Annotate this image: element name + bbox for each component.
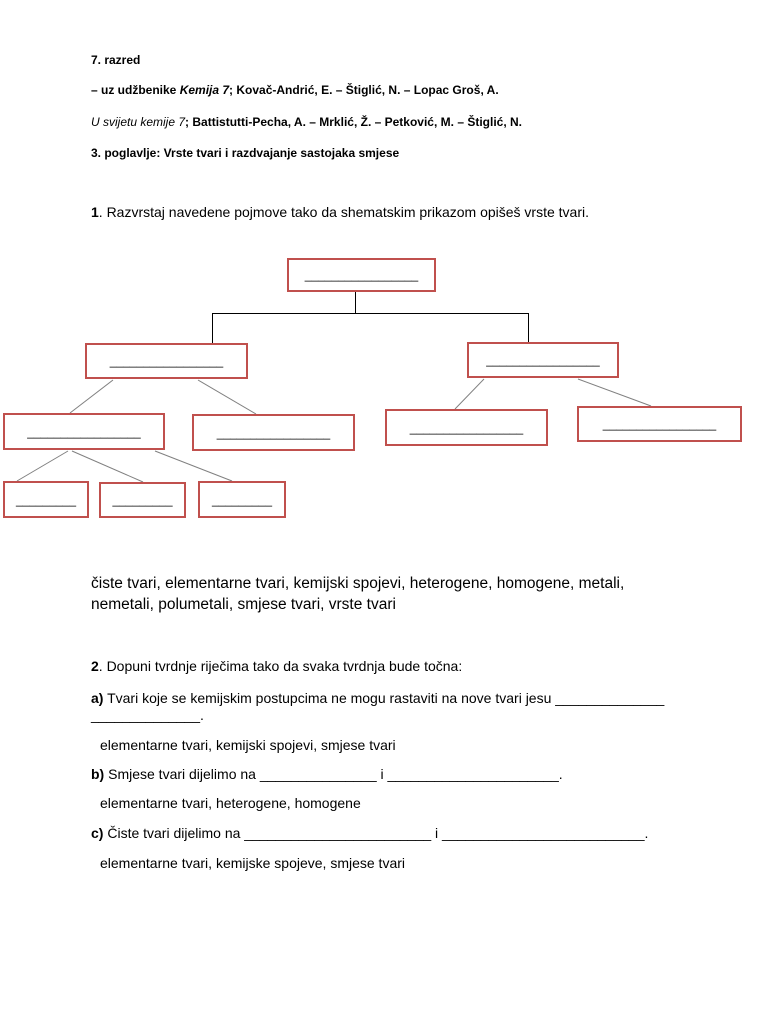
statement-options: elementarne tvari, kemijski spojevi, smjese tvari [100, 737, 396, 753]
textbook-1-title: Kemija 7 [179, 83, 230, 97]
chapter-title: 3. poglavlje: Vrste tvari i razdvajanje sastojaka smjese [91, 146, 400, 160]
diagram-box-level-4-b [99, 482, 186, 518]
diagram-box-root [287, 258, 436, 292]
textbook-2-authors: ; Battistutti-Pecha, A. – Mrklić, Ž. – Petković, M. – Štiglić, N. [185, 115, 522, 129]
textbook-line-1 [91, 84, 499, 96]
statement-label: a) [91, 690, 104, 706]
statement-c [91, 826, 648, 840]
diagram-box-level-3-b [192, 414, 355, 451]
diagram-box-level-4-c [198, 481, 286, 518]
textbook-1-prefix: – uz udžbenike [91, 83, 180, 97]
task-1-number: 1 [91, 204, 99, 220]
textbook-1-authors: ; Kovač-Andrić, E. – Štiglić, N. – Lopac Groš, A. [229, 83, 499, 97]
statement-a [91, 691, 664, 705]
statement-label: b) [91, 766, 105, 782]
statement-text: Čiste tvari dijelimo na ________________________ i __________________________. [103, 825, 649, 841]
connector-l2l-to-l3b [198, 380, 256, 414]
connector-l2r-to-l3d [578, 379, 651, 406]
diagram-blank: _________ [15, 492, 77, 507]
textbook-line-2 [91, 116, 522, 128]
statement-label: c) [91, 825, 104, 841]
statement-a-continuation: ______________. [91, 707, 204, 723]
statement-text: Tvari koje se kemijskim postupcima ne mogu rastaviti na nove tvari jesu ______________ [103, 690, 665, 706]
statement-text: Smjese tvari dijelimo na _______________ i ______________________. [104, 766, 563, 782]
task-1-instruction [91, 205, 589, 219]
diagram-box-level-2-right [467, 342, 619, 378]
term-list-line: čiste tvari, elementarne tvari, kemijski spojevi, heterogene, homogene, metali, [91, 575, 625, 592]
diagram-box-level-3-d [577, 406, 742, 442]
connector-l2l-to-l3a [70, 380, 113, 413]
diagram-box-level-2-left [85, 343, 248, 379]
diagram-blank: _________________ [602, 417, 717, 431]
diagram-box-level-3-a [3, 413, 165, 450]
connector-l3a-to-l4b [72, 451, 143, 482]
task-2-instruction [91, 659, 462, 673]
diagram-blank: _________________ [409, 420, 524, 435]
task-2-text: . Dopuni tvrdnje riječima tako da svaka tvrdnja bude točna: [98, 658, 463, 674]
diagram-blank: _________________ [109, 354, 224, 368]
diagram-blank: _________________ [304, 268, 419, 282]
connector-l2r-to-l3c [455, 379, 484, 409]
diagram-blank: _________ [112, 493, 173, 507]
connector-l3a-to-l4a [17, 451, 68, 481]
task-2-number: 2 [91, 658, 99, 674]
diagram-blank: _________________ [216, 425, 331, 440]
diagram-box-level-4-a [3, 481, 89, 518]
diagram-blank: _________________ [27, 424, 141, 439]
diagram-blank: _________________ [486, 353, 600, 367]
textbook-2-title: U svijetu kemije 7 [91, 115, 186, 129]
term-list-line: nemetali, polumetali, smjese tvari, vrste tvari [91, 596, 396, 613]
diagram-box-level-3-c [385, 409, 548, 446]
diagram-blank: _________ [211, 492, 273, 507]
statement-options: elementarne tvari, kemijske spojeve, smjese tvari [100, 855, 406, 871]
connector-l3a-to-l4c [155, 451, 232, 481]
task-1-text: . Razvrstaj navedene pojmove tako da shematskim prikazom opišeš vrste tvari. [98, 204, 590, 220]
statement-b [91, 767, 563, 781]
statement-options: elementarne tvari, heterogene, homogene [100, 795, 361, 811]
grade-label: 7. razred [91, 53, 141, 67]
